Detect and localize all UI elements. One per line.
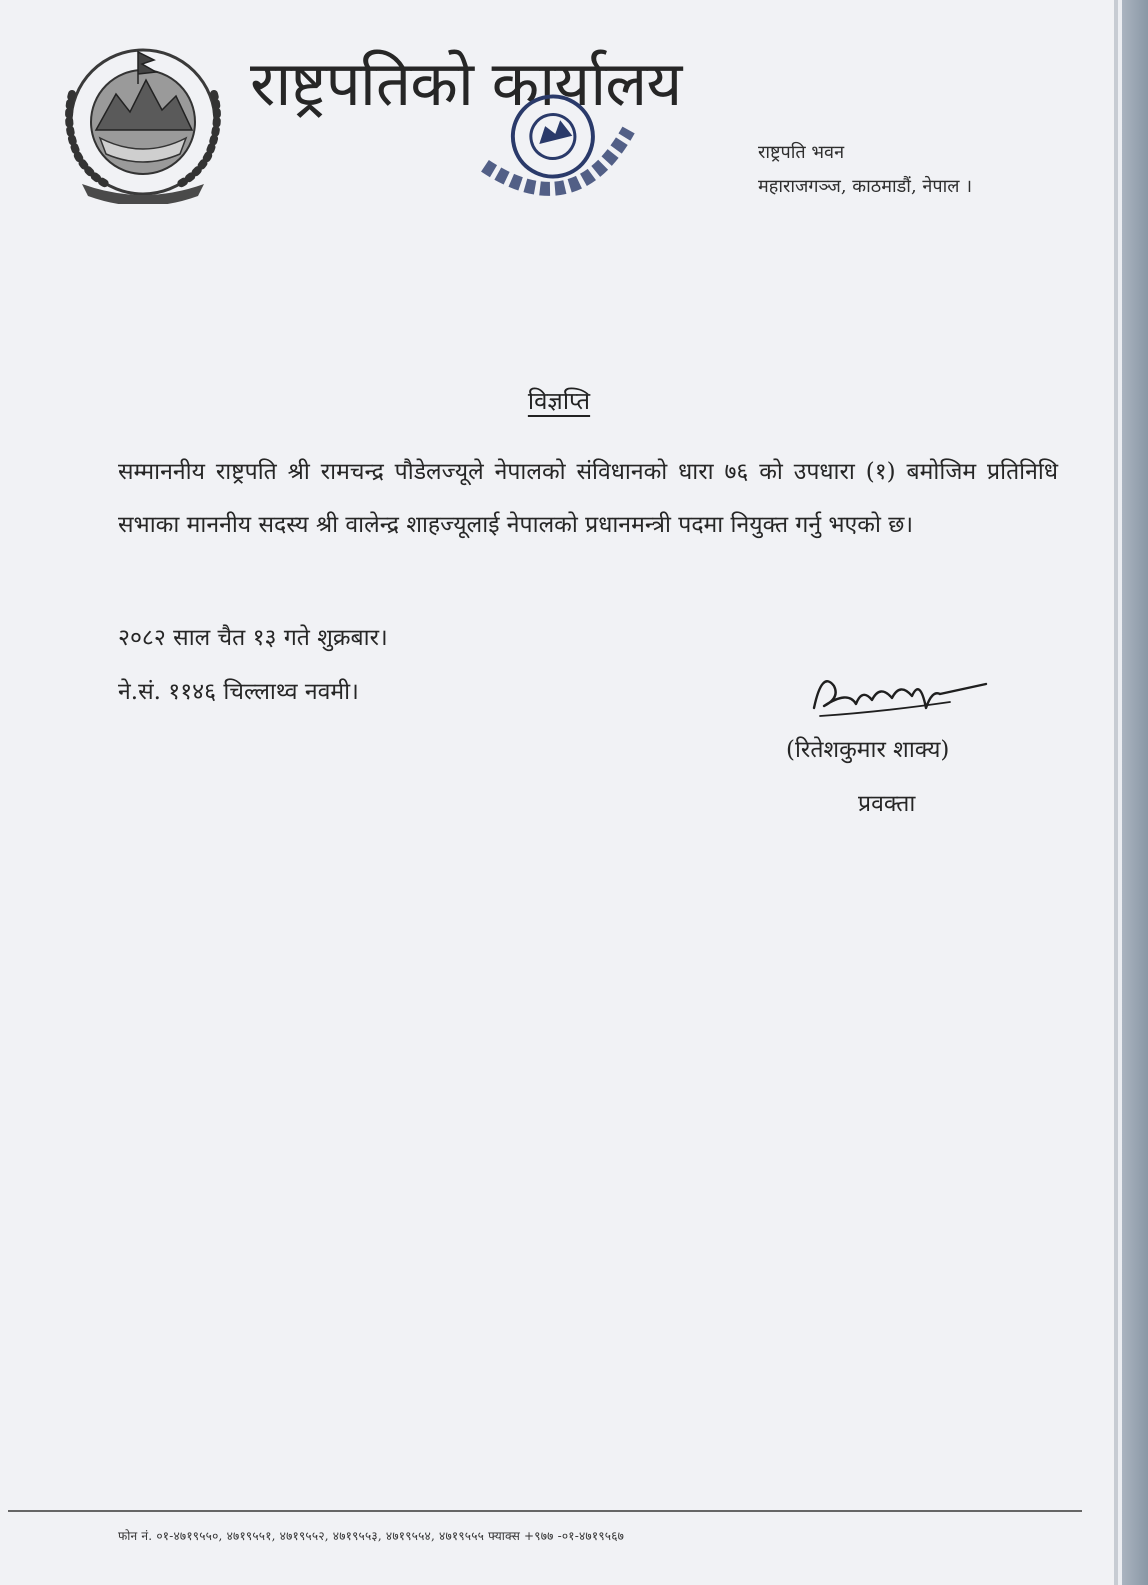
page-edge-shadow (1122, 0, 1148, 1585)
notice-heading-text: विज्ञप्ति (527, 387, 591, 415)
notice-heading (0, 384, 1118, 417)
address-line-2: महाराजगञ्ज, काठमाडौं, नेपाल । (758, 176, 973, 197)
signatory-designation: प्रवक्ता (858, 791, 916, 817)
handwritten-signature (800, 664, 990, 734)
date-line-bikram-sambat: २०८२ साल चैत १३ गते शुक्रबार। (118, 625, 388, 651)
signatory-name: (रितेशकुमार शाक्य) (786, 737, 950, 763)
notice-body: सम्माननीय राष्ट्रपति श्री रामचन्द्र पौडेलज्यूले नेपालको संविधानको धारा ७६ को उपधारा (१) बमोजिम प्रतिनिधि सभाका माननीय सदस्य श्री वालेन्द्र शाहज्यूलाई नेपालको प्रधानमन्त्री पदमा नियुक्त गर्नु भएको छ। (118, 459, 1058, 538)
date-line-nepal-sambat: ने.सं. ११४६ चिल्लाथ्व नवमी। (118, 679, 359, 705)
footer-contact: फोन नं. ०१-४७१९५५०, ४७१९५५१, ४७१९५५२, ४७१९५५३, ४७१९५५४, ४७१९५५५ फ्याक्स +९७७ -०१-४७१९५६७ (118, 1529, 625, 1543)
office-seal-stamp (462, 78, 652, 228)
national-emblem-icon (48, 34, 238, 204)
office-title: राष्ट्रपतिको कार्यालय (250, 47, 682, 120)
footer-divider (8, 1510, 1082, 1512)
address-line-1: राष्ट्रपति भवन (758, 142, 845, 163)
office-address (758, 136, 972, 204)
